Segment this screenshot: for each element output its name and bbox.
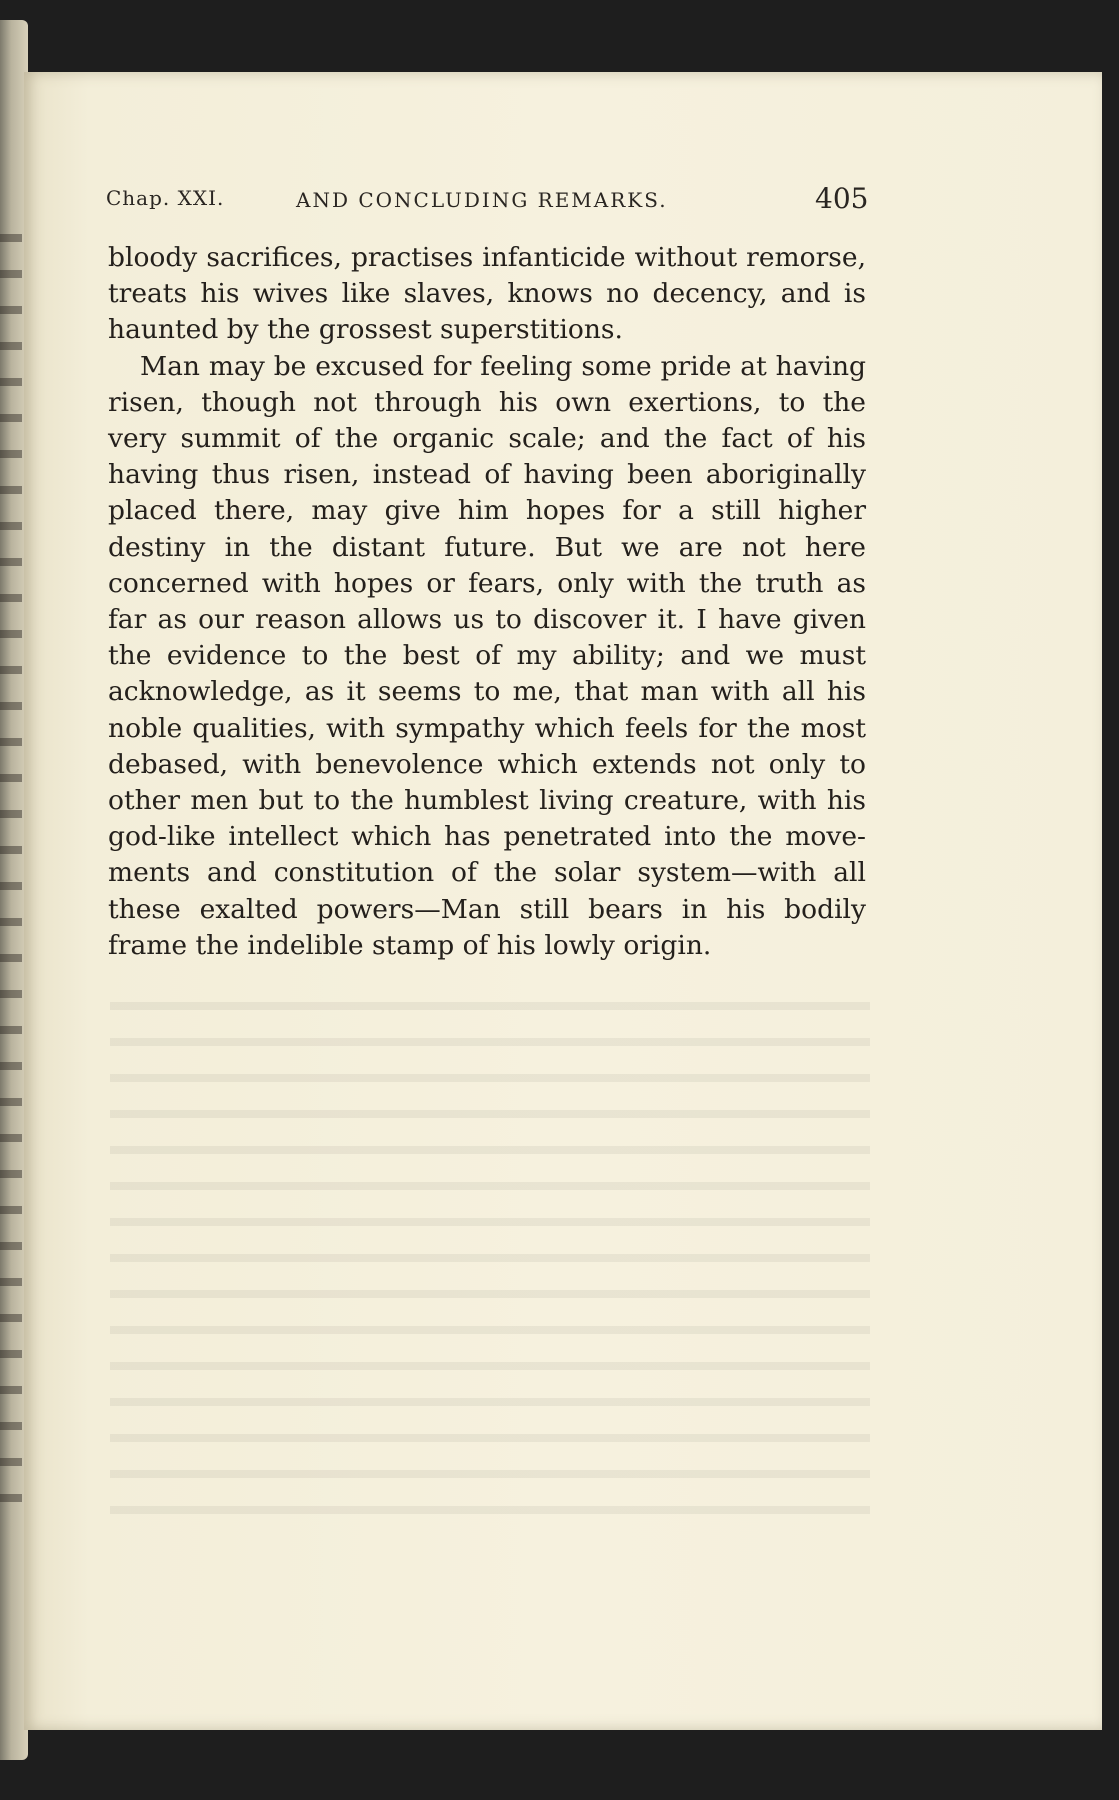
chapter-label: Chap. XXI. bbox=[106, 186, 225, 210]
page-number: 405 bbox=[815, 182, 869, 215]
text-line: concerned with hopes or fears, only with the truth as bbox=[108, 567, 866, 599]
running-header bbox=[0, 182, 1119, 226]
text-line: ments and constitution of the solar system—with all bbox=[108, 857, 866, 889]
show-through-text bbox=[110, 980, 870, 1540]
text-line: god-like intellect which has penetrated into the move- bbox=[108, 821, 866, 853]
paragraph-start: Man may be excused for feeling some pride at having bbox=[140, 350, 866, 382]
text-line: bloody sacrifices, practises infanticide without remorse, bbox=[108, 242, 866, 273]
running-title: AND CONCLUDING REMARKS. bbox=[296, 188, 668, 212]
text-line: noble qualities, with sympathy which feels for the most bbox=[108, 712, 866, 744]
text-line: risen, though not through his own exertions, to the bbox=[108, 386, 866, 418]
text-line: treats his wives like slaves, knows no decency, and is bbox=[108, 278, 866, 310]
text-line: haunted by the grossest superstitions. bbox=[108, 314, 623, 346]
text-line: far as our reason allows us to discover it. I have given bbox=[108, 604, 866, 636]
text-line: very summit of the organic scale; and the fact of his bbox=[108, 423, 866, 455]
text-line: acknowledge, as it seems to me, that man with all his bbox=[108, 676, 866, 708]
text-line: placed there, may give him hopes for a still higher bbox=[108, 495, 866, 527]
text-line: the evidence to the best of my ability; and we must bbox=[108, 640, 866, 672]
facing-page-text-edge bbox=[0, 220, 22, 1520]
text-line: debased, with benevolence which extends not only to bbox=[108, 748, 866, 780]
body-text bbox=[108, 240, 866, 964]
text-line: other men but to the humblest living creature, with his bbox=[108, 785, 866, 817]
text-line: these exalted powers—Man still bears in his bodily bbox=[108, 893, 866, 925]
text-line: frame the indelible stamp of his lowly origin. bbox=[108, 929, 712, 961]
text-line: having thus risen, instead of having been aboriginally bbox=[108, 459, 866, 491]
text-line: destiny in the distant future. But we are not here bbox=[108, 531, 866, 563]
